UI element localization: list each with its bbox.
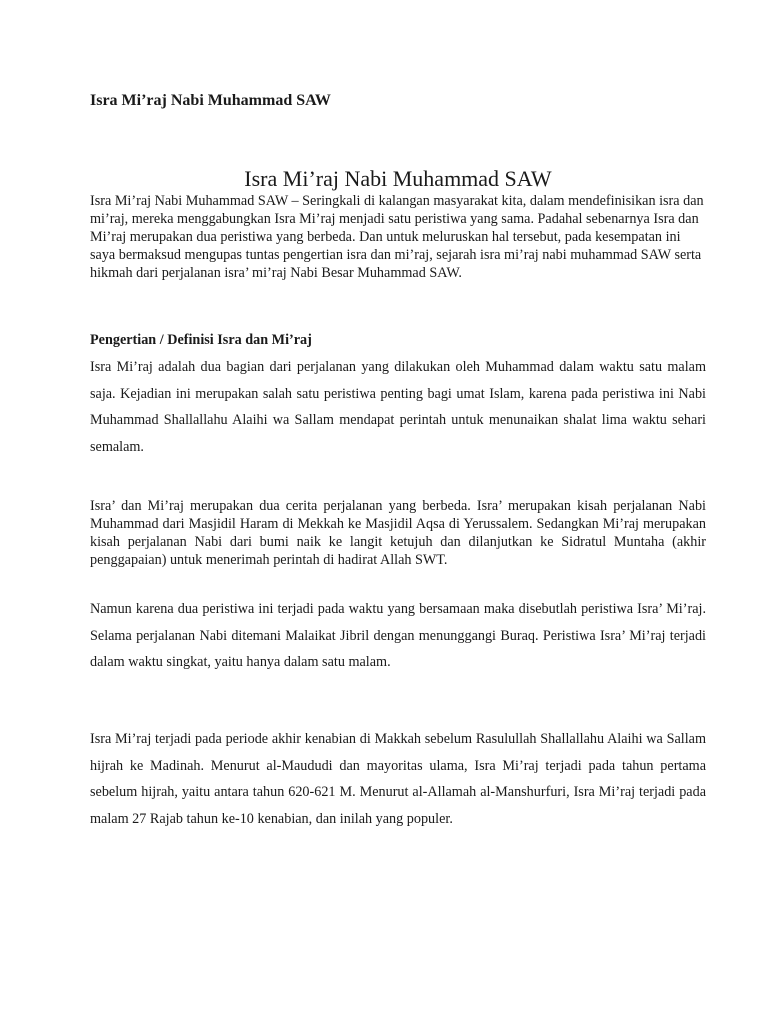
paragraph-isra-miraj-journeys: Isra’ dan Mi’raj merupakan dua cerita perjalanan yang berbeda. Isra’ merupakan kisah perjalanan Nabi Muhammad dari Masjidil Haram di Mekkah ke Masjidil Aqsa di Yerussalem. Sedangkan Mi’raj merupakan kisah perjalanan Nabi dari bumi naik ke langit ketujuh dan dilanjutkan ke Sidratul Muntaha (akhir penggapaian) untuk menerimah perintah di hadirat Allah SWT. — [90, 498, 706, 568]
page-title: Isra Mi’raj Nabi Muhammad SAW — [244, 166, 552, 191]
paragraph-timing: Isra Mi’raj terjadi pada periode akhir kenabian di Makkah sebelum Rasulullah Shallallahu Alaihi wa Sallam hijrah ke Madinah. Menurut al-Maududi dan mayoritas ulama, Isra Mi’raj terjadi pada tahun pertama sebelum hijrah, yaitu antara tahun 620-621 M. Menurut al-Allamah al-Manshurfuri, Isra Mi’raj terjadi pada malam 27 Rajab tahun ke-10 kenabian, dan inilah yang populer. — [90, 731, 706, 827]
section-heading: Pengertian / Definisi Isra dan Mi’raj — [90, 332, 312, 348]
intro-paragraph: Isra Mi’raj Nabi Muhammad SAW – Seringkali di kalangan masyarakat kita, dalam mendefinisikan isra dan mi’raj, mereka menggabungkan Isra Mi’raj menjadi satu peristiwa yang sama. Padahal sebenarnya Isra dan Mi’raj merupakan dua peristiwa yang berbeda. Dan untuk meluruskan hal tersebut, pada kesempatan ini saya bermaksud mengupas tuntas pengertian isra dan mi’raj, sejarah isra mi’raj nabi muhammad SAW serta hikmah dari perjalanan isra’ mi’raj Nabi Besar Muhammad SAW. — [90, 193, 704, 281]
paragraph-definition: Isra Mi’raj adalah dua bagian dari perjalanan yang dilakukan oleh Muhammad dalam waktu satu malam saja. Kejadian ini merupakan salah satu peristiwa penting bagi umat Islam, karena pada peristiwa ini Nabi Muhammad Shallallahu Alaihi wa Sallam mendapat perintah untuk menunaikan shalat lima waktu sehari semalam. — [90, 359, 706, 455]
paragraph-same-time: Namun karena dua peristiwa ini terjadi pada waktu yang bersamaan maka disebutlah peristiwa Isra’ Mi’raj. Selama perjalanan Nabi ditemani Malaikat Jibril dengan menunggangi Buraq. Peristiwa Isra’ Mi’raj terjadi dalam waktu singkat, yaitu hanya dalam satu malam. — [90, 601, 706, 670]
document-header-title: Isra Mi’raj Nabi Muhammad SAW — [90, 92, 331, 109]
